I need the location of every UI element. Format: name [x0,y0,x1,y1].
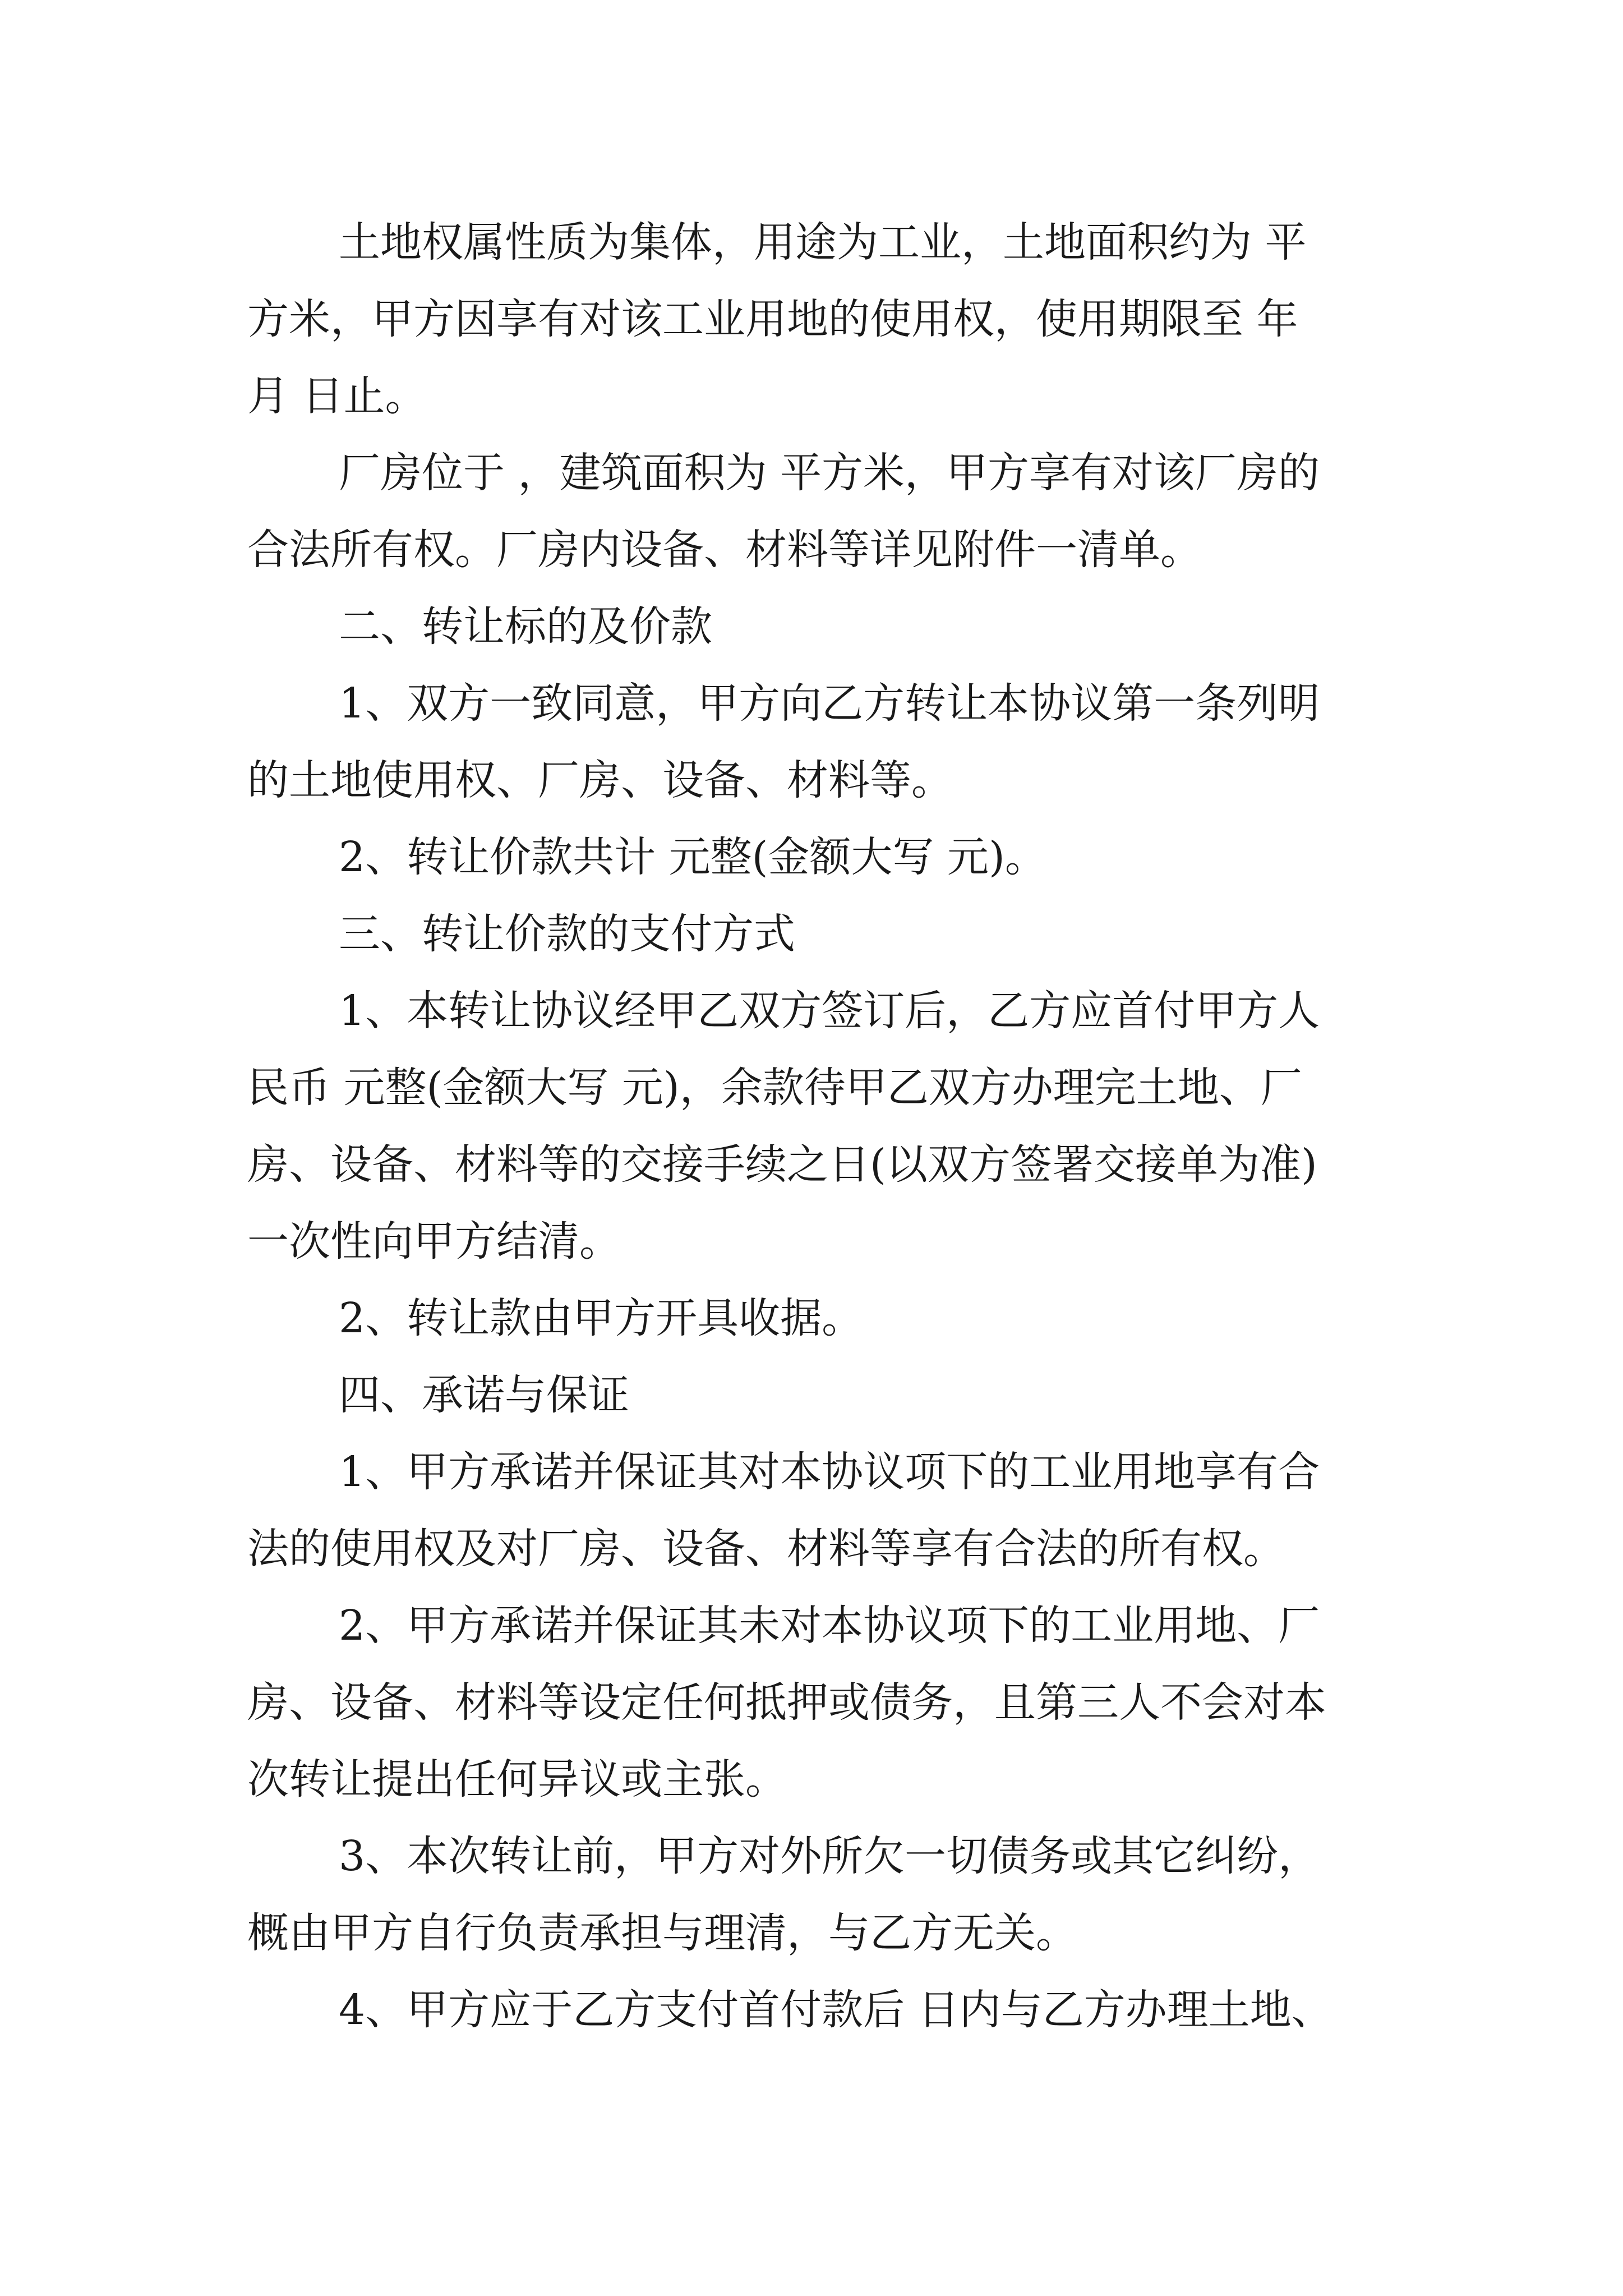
section-heading: 四、承诺与保证 [339,1371,629,1419]
body-text-line: 次转让提出任何异议或主张。 [247,1755,787,1803]
body-text-line: 的土地使用权、厂房、设备、材料等。 [247,756,953,804]
body-text-line: 厂房位于 ，建筑面积为 平方米，甲方享有对该厂房的 [339,449,1320,497]
body-text-line: 3、本次转让前，甲方对外所欠一切债务或其它纠纷， [339,1832,1320,1880]
body-text-line: 1、本转让协议经甲乙双方签订后，乙方应首付甲方人 [339,987,1320,1035]
body-text-line: 月 日止。 [247,372,427,420]
section-heading: 三、转让价款的支付方式 [339,910,795,958]
body-text-line: 民币 元整(金额大写 元)，余款待甲乙双方办理完土地、厂 [247,1064,1302,1112]
section-heading: 二、转让标的及价款 [339,602,712,651]
body-text-line: 2、转让价款共计 元整(金额大写 元)。 [339,833,1046,881]
body-text-line: 4、甲方应于乙方支付首付款后 日内与乙方办理土地、 [339,1986,1333,2034]
body-text-line: 房、设备、材料等的交接手续之日(以双方签署交接单为准) [247,1140,1317,1189]
body-text-line: 法的使用权及对厂房、设备、材料等享有合法的所有权。 [247,1525,1285,1573]
body-text-line: 一次性向甲方结清。 [247,1217,621,1266]
body-text-line: 房、设备、材料等设定任何抵押或债务，且第三人不会对本 [247,1678,1326,1727]
body-text-line: 方米，甲方因享有对该工业用地的使用权，使用期限至 年 [247,295,1298,343]
body-text-line: 概由甲方自行负责承担与理清，与乙方无关。 [247,1909,1077,1957]
body-text-line: 2、转让款由甲方开具收据。 [339,1294,864,1342]
body-text-line: 2、甲方承诺并保证其未对本协议项下的工业用地、厂 [339,1602,1320,1650]
body-text-line: 1、双方一致同意，甲方向乙方转让本协议第一条列明 [339,679,1320,728]
body-text-line: 土地权属性质为集体，用途为工业，土地面积约为 平 [339,218,1307,266]
body-text-line: 合法所有权。厂房内设备、材料等详见附件一清单。 [247,526,1202,574]
body-text-line: 1、甲方承诺并保证其对本协议项下的工业用地享有合 [339,1448,1320,1496]
